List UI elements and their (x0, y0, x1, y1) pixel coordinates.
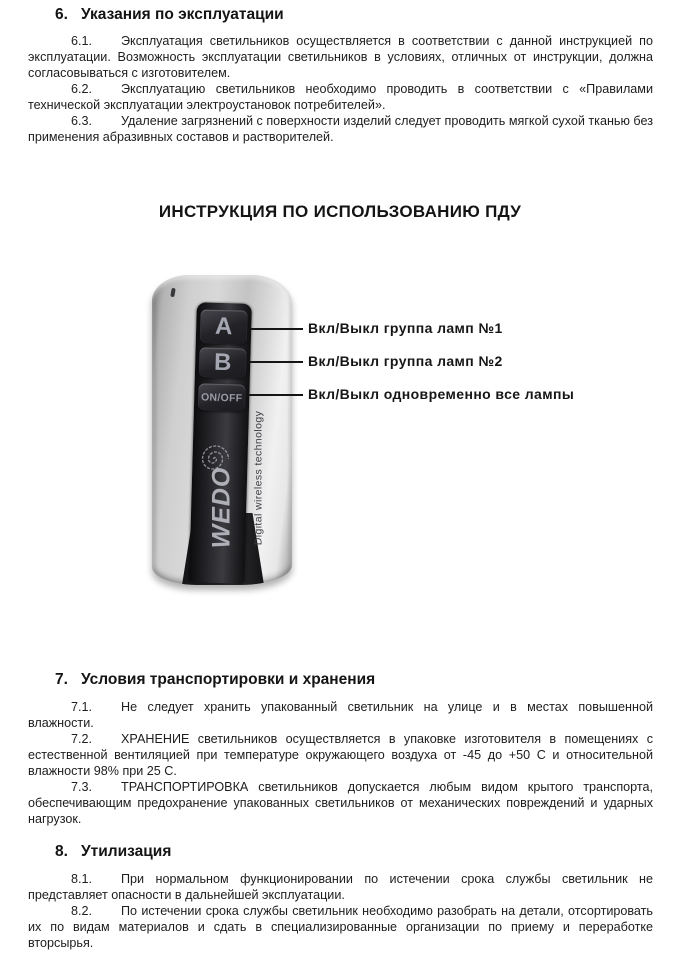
section-6-body (28, 33, 653, 145)
wedo-logo-text: WEDO (207, 466, 236, 548)
paragraph-number: 8.1. (71, 872, 93, 886)
section-6-title: Указания по эксплуатации (81, 6, 284, 23)
paragraph-number: 7.3. (71, 780, 93, 794)
paragraph-text: ХРАНЕНИЕ светильников осуществляется в упаковке изготовителя в помещениях с естественной вентиляцией при температуре окружающего воздуха от -45 до +50 С и относительной влажности 98% при 25 С. (28, 732, 653, 778)
paragraph-number: 6.1. (71, 34, 93, 48)
callout-label-group1: Вкл/Выкл группа ламп №1 (308, 320, 503, 336)
paragraph-text: ТРАНСПОРТИРОВКА светильников допускается любым видом крытого транспорта, обеспечивающим предохранение упакованных светильников от механических повреждений и ударных нагрузок. (28, 780, 653, 826)
section-6-number: 6. (55, 6, 68, 23)
paragraph-8-2 (28, 903, 653, 951)
paragraph-7-1 (28, 699, 653, 731)
paragraph-number: 6.2. (71, 82, 93, 96)
remote-body (152, 275, 292, 585)
section-8-body (28, 871, 653, 951)
paragraph-7-2 (28, 731, 653, 779)
paragraph-text: Удаление загрязнений с поверхности изделий следует проводить мягкой сухой тканью без применения абразивных составов и растворителей. (28, 114, 653, 144)
paragraph-7-3 (28, 779, 653, 827)
callout-label-group2: Вкл/Выкл группа ламп №2 (308, 353, 503, 369)
paragraph-text: Эксплуатацию светильников необходимо проводить в соответствии с «Правилами технической эксплуатации электроустановок потребителей». (28, 82, 653, 112)
section-8-heading (55, 843, 171, 861)
callout-line-1 (248, 328, 303, 330)
paragraph-number: 7.2. (71, 732, 93, 746)
paragraph-number: 6.3. (71, 114, 93, 128)
remote-button-onoff: ON/OFF (198, 383, 246, 411)
callout-line-2 (248, 361, 303, 363)
remote-button-a: A (200, 309, 248, 344)
remote-button-b: B (199, 347, 247, 378)
paragraph-6-2 (28, 81, 653, 113)
paragraph-6-3 (28, 113, 653, 145)
paragraph-text: Не следует хранить упакованный светильник на улице и в местах повышенной влажности. (28, 700, 653, 730)
section-7-number: 7. (55, 671, 68, 688)
paragraph-6-1 (28, 33, 653, 81)
callout-label-all-lamps: Вкл/Выкл одновременно все лампы (308, 386, 575, 402)
paragraph-text: По истечении срока службы светильник необходимо разобрать на детали, отсортировать их по видам материалов и сдать в специализированные организации по приему и переработке вторсырья. (28, 904, 653, 950)
section-8-title: Утилизация (81, 843, 172, 860)
section-7-body (28, 699, 653, 827)
led-indicator (170, 288, 176, 298)
paragraph-number: 8.2. (71, 904, 93, 918)
section-7-title: Условия транспортировки и хранения (81, 671, 376, 688)
paragraph-number: 7.1. (71, 700, 93, 714)
section-6-heading (55, 6, 284, 24)
remote-control-image (152, 275, 292, 585)
section-7-heading (55, 671, 375, 689)
paragraph-8-1 (28, 871, 653, 903)
paragraph-text: При нормальном функционировании по истечении срока службы светильник не представляет опасности в дальнейшей эксплуатации. (28, 872, 653, 902)
paragraph-text: Эксплуатация светильников осуществляется в соответствии с данной инструкцией по эксплуатации. Возможность эксплуатации светильников в условиях, отличных от инструкции, должна согласовываться с изготовителем. (28, 34, 653, 80)
remote-side-text: Digital wireless technology (252, 410, 264, 546)
section-8-number: 8. (55, 843, 68, 860)
figure-title: ИНСТРУКЦИЯ ПО ИСПОЛЬЗОВАНИЮ ПДУ (158, 202, 522, 221)
